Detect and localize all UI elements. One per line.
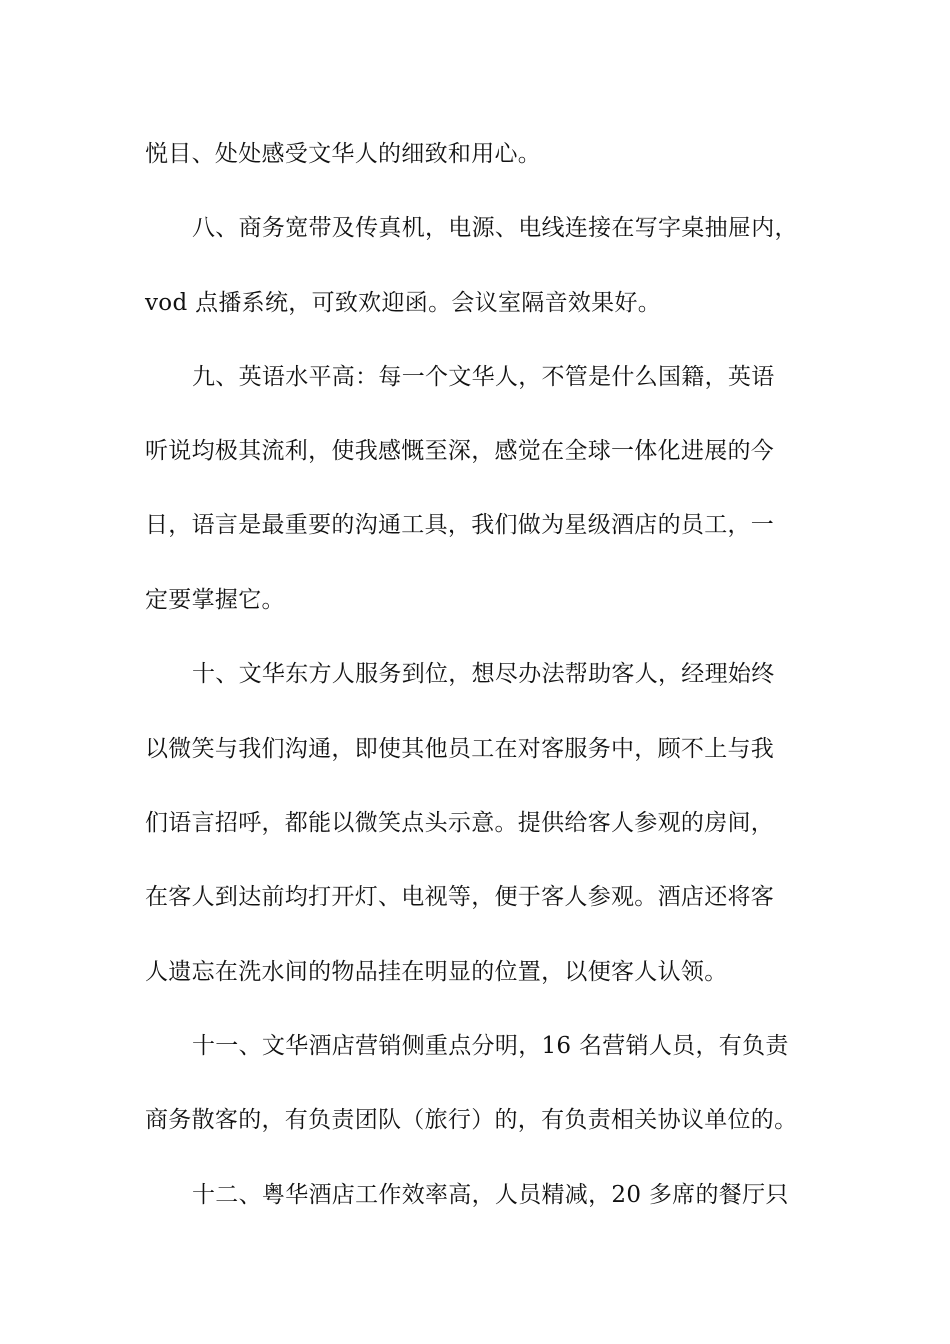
paragraph-start-line: 八、商务宽带及传真机，电源、电线连接在写字桌抽屉内， xyxy=(192,215,798,241)
text-line: 们语言招呼，都能以微笑点头示意。提供给客人参观的房间， xyxy=(145,810,775,836)
text-line: 定要掌握它。 xyxy=(145,587,285,613)
text-line: 听说均极其流利，使我感慨至深，感觉在全球一体化进展的今 xyxy=(145,438,775,464)
text-line: 在客人到达前均打开灯、电视等，便于客人参观。酒店还将客 xyxy=(145,884,775,910)
text-line: 人遗忘在洗水间的物品挂在明显的位置，以便客人认领。 xyxy=(145,959,728,985)
paragraph-start-line: 十一、文华酒店营销侧重点分明，16 名营销人员，有负责 xyxy=(192,1033,789,1059)
paragraph-start-line: 九、英语水平高：每一个文华人，不管是什么国籍，英语 xyxy=(192,364,775,390)
text-line: 悦目、处处感受文华人的细致和用心。 xyxy=(145,141,542,167)
paragraph-start-line: 十、文华东方人服务到位，想尽办法帮助客人，经理始终 xyxy=(192,661,775,687)
text-line: 日，语言是最重要的沟通工具，我们做为星级酒店的员工，一 xyxy=(145,512,775,538)
paragraph-start-line: 十二、粤华酒店工作效率高，人员精减，20 多席的餐厅只 xyxy=(192,1182,789,1208)
text-line: 以微笑与我们沟通，即使其他员工在对客服务中，顾不上与我 xyxy=(145,736,775,762)
text-line: 商务散客的，有负责团队（旅行）的，有负责相关协议单位的。 xyxy=(145,1107,798,1133)
text-line: vod 点播系统，可致欢迎函。会议室隔音效果好。 xyxy=(145,290,662,316)
